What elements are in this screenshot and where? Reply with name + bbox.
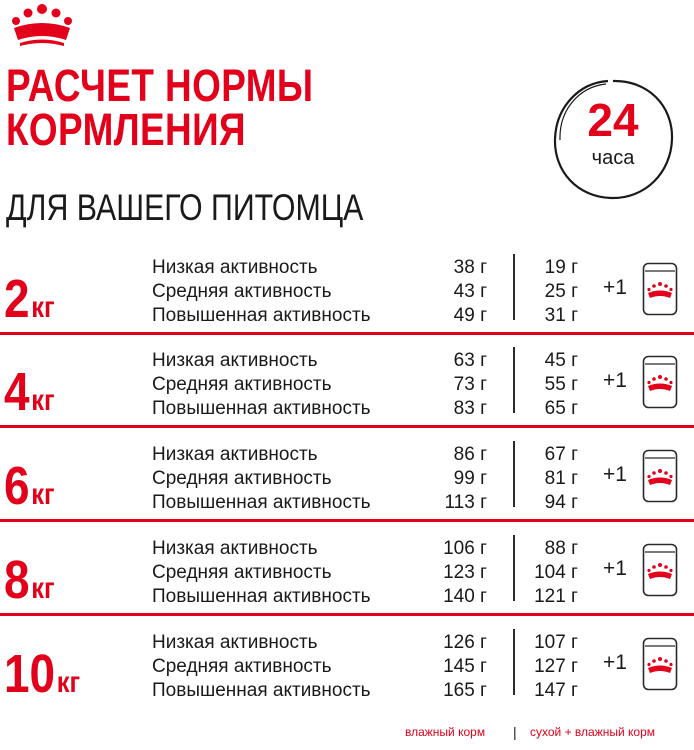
mixed-food-amount: 55 г bbox=[544, 374, 578, 395]
mixed-food-amount: 104 г bbox=[534, 562, 578, 583]
group-separator bbox=[0, 613, 694, 616]
badge-unit: часа bbox=[591, 147, 635, 169]
weight-group bbox=[0, 625, 694, 719]
activity-row bbox=[0, 397, 694, 421]
activity-label: Повышенная активность bbox=[152, 398, 371, 419]
weight-value: 2 bbox=[4, 269, 30, 329]
wet-food-amount: 73 г bbox=[453, 374, 487, 395]
mixed-food-amount: 65 г bbox=[544, 398, 578, 419]
page-title bbox=[6, 60, 314, 155]
wet-food-amount: 38 г bbox=[453, 257, 487, 278]
activity-row bbox=[0, 561, 694, 585]
activity-label: Повышенная активность bbox=[152, 492, 371, 513]
wet-food-amount: 145 г bbox=[443, 656, 487, 677]
mixed-food-amount: 127 г bbox=[534, 656, 578, 677]
weight-group bbox=[0, 437, 694, 531]
activity-row bbox=[0, 373, 694, 397]
weight-group bbox=[0, 250, 694, 344]
activity-label: Низкая активность bbox=[152, 444, 318, 465]
mixed-food-amount: 107 г bbox=[534, 632, 578, 653]
title-line-2: КОРМЛЕНИЯ bbox=[6, 104, 246, 155]
wet-food-amount: 49 г bbox=[453, 305, 487, 326]
mixed-food-amount: 81 г bbox=[544, 468, 578, 489]
activity-row bbox=[0, 443, 694, 467]
weight-value: 10 bbox=[4, 644, 56, 704]
weight-value: 6 bbox=[4, 456, 30, 516]
mixed-food-amount: 121 г bbox=[534, 586, 578, 607]
activity-row bbox=[0, 679, 694, 703]
activity-label: Средняя активность bbox=[152, 468, 332, 489]
hours-badge bbox=[548, 75, 678, 205]
activity-label: Низкая активность bbox=[152, 632, 318, 653]
activity-label: Низкая активность bbox=[152, 538, 318, 559]
mixed-food-amount: 31 г bbox=[544, 305, 578, 326]
wet-food-pouch-icon bbox=[642, 637, 678, 691]
weight-unit: кг bbox=[31, 384, 55, 417]
wet-food-pouch-icon bbox=[642, 262, 678, 316]
wet-food-amount: 86 г bbox=[453, 444, 487, 465]
activity-row bbox=[0, 280, 694, 304]
wet-food-amount: 43 г bbox=[453, 281, 487, 302]
wet-food-amount: 83 г bbox=[453, 398, 487, 419]
activity-row bbox=[0, 467, 694, 491]
activity-row bbox=[0, 256, 694, 280]
wet-food-amount: 99 г bbox=[453, 468, 487, 489]
activity-label: Повышенная активность bbox=[152, 586, 371, 607]
wet-food-amount: 63 г bbox=[453, 350, 487, 371]
weight-unit: кг bbox=[31, 572, 55, 605]
weight-unit: кг bbox=[56, 666, 81, 699]
wet-food-amount: 126 г bbox=[443, 632, 487, 653]
weight-unit: кг bbox=[31, 291, 55, 324]
badge-number: 24 bbox=[587, 94, 639, 146]
legend-separator: | bbox=[513, 724, 517, 740]
plus-pouch-label: +1 bbox=[603, 651, 627, 674]
legend-wet-food: влажный корм bbox=[405, 725, 486, 739]
activity-label: Средняя активность bbox=[152, 281, 332, 302]
plus-pouch-label: +1 bbox=[603, 369, 627, 392]
wet-food-pouch-icon bbox=[642, 543, 678, 597]
wet-food-pouch-icon bbox=[642, 449, 678, 503]
royal-canin-crown-icon bbox=[6, 2, 78, 48]
mixed-food-amount: 67 г bbox=[544, 444, 578, 465]
mixed-food-amount: 94 г bbox=[544, 492, 578, 513]
activity-row bbox=[0, 491, 694, 515]
activity-row bbox=[0, 631, 694, 655]
activity-row bbox=[0, 304, 694, 328]
activity-label: Средняя активность bbox=[152, 656, 332, 677]
weight-value: 4 bbox=[4, 362, 30, 422]
title-line-1: РАСЧЕТ НОРМЫ bbox=[6, 60, 314, 111]
activity-row bbox=[0, 655, 694, 679]
group-separator bbox=[0, 519, 694, 522]
plus-pouch-label: +1 bbox=[603, 557, 627, 580]
legend-dry-plus-wet-food: сухой + влажный корм bbox=[530, 725, 655, 739]
weight-group bbox=[0, 343, 694, 437]
activity-row bbox=[0, 537, 694, 561]
plus-pouch-label: +1 bbox=[603, 276, 627, 299]
wet-food-amount: 140 г bbox=[443, 586, 487, 607]
activity-label: Средняя активность bbox=[152, 374, 332, 395]
wet-food-pouch-icon bbox=[642, 355, 678, 409]
weight-unit: кг bbox=[31, 478, 55, 511]
wet-food-amount: 106 г bbox=[443, 538, 487, 559]
activity-row bbox=[0, 585, 694, 609]
wet-food-amount: 165 г bbox=[443, 680, 487, 701]
activity-label: Повышенная активность bbox=[152, 305, 371, 326]
group-separator bbox=[0, 425, 694, 428]
group-separator bbox=[0, 332, 694, 335]
activity-label: Низкая активность bbox=[152, 350, 318, 371]
mixed-food-amount: 147 г bbox=[534, 680, 578, 701]
activity-label: Низкая активность bbox=[152, 257, 318, 278]
weight-value: 8 bbox=[4, 550, 30, 610]
activity-row bbox=[0, 349, 694, 373]
wet-food-amount: 123 г bbox=[443, 562, 487, 583]
wet-food-amount: 113 г bbox=[444, 492, 487, 513]
plus-pouch-label: +1 bbox=[603, 463, 627, 486]
mixed-food-amount: 88 г bbox=[544, 538, 578, 559]
page-subtitle: ДЛЯ ВАШЕГО ПИТОМЦА bbox=[6, 187, 364, 228]
mixed-food-amount: 19 г bbox=[544, 257, 578, 278]
activity-label: Средняя активность bbox=[152, 562, 332, 583]
mixed-food-amount: 45 г bbox=[544, 350, 578, 371]
mixed-food-amount: 25 г bbox=[544, 281, 578, 302]
activity-label: Повышенная активность bbox=[152, 680, 371, 701]
weight-group bbox=[0, 531, 694, 625]
